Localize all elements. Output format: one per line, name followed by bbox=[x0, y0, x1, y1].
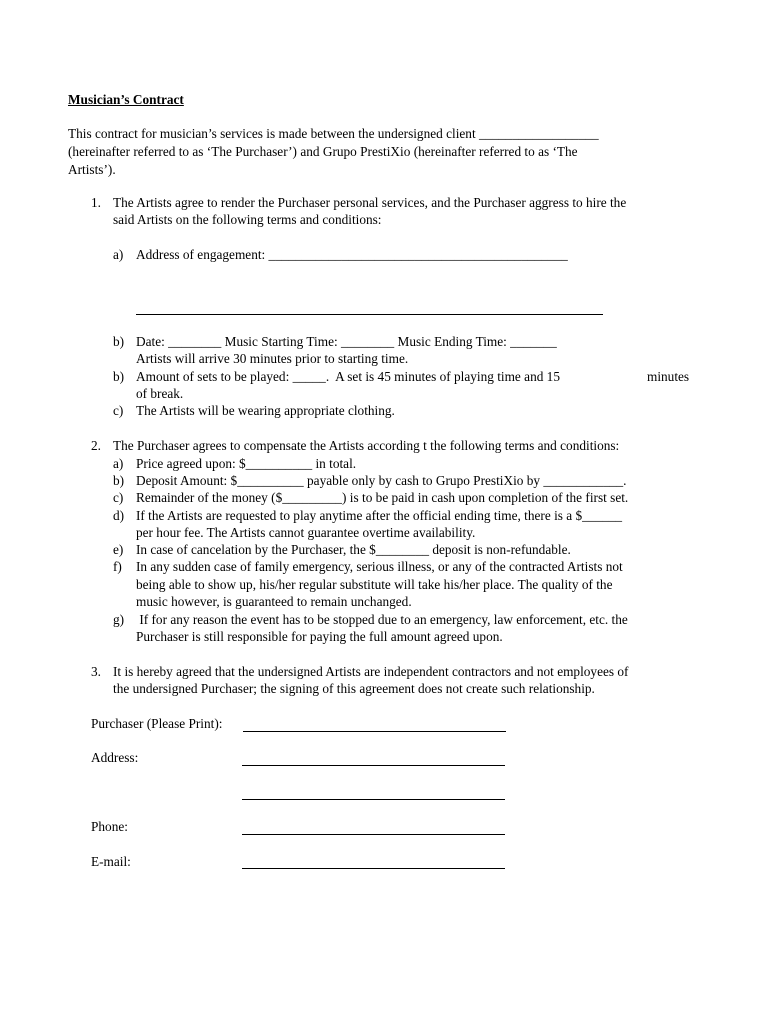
item-2f-line-3: music however, is guaranteed to remain unchanged. bbox=[136, 594, 412, 609]
item-2b-text: Deposit Amount: $__________ payable only by cash to Grupo PrestiXio by ____________. bbox=[136, 473, 627, 488]
item-1b-continued: Artists will arrive 30 minutes prior to starting time. bbox=[136, 351, 409, 366]
item-1a-label: a) bbox=[113, 247, 124, 262]
item-2d-label: d) bbox=[113, 508, 125, 523]
item-1b2-continued: of break. bbox=[136, 386, 184, 401]
address-line-1 bbox=[242, 765, 505, 766]
address-line-2 bbox=[242, 799, 505, 800]
phone-line bbox=[242, 834, 505, 835]
section-1-line-1: The Artists agree to render the Purchaser personal services, and the Purchaser aggress to hire the bbox=[113, 195, 627, 210]
item-2a-label: a) bbox=[113, 456, 124, 471]
intro-line-2: (hereinafter referred to as ‘The Purchaser’) and Grupo PrestiXio (hereinafter referred to as ‘The bbox=[68, 144, 578, 159]
item-1b-label: b) bbox=[113, 334, 125, 349]
item-1b2-text: Amount of sets to be played: _____. A set is 45 minutes of playing time and 15 bbox=[136, 369, 560, 384]
item-2e-text: In case of cancelation by the Purchaser, the $________ deposit is non-refundable. bbox=[136, 542, 571, 557]
section-1-number: 1. bbox=[91, 195, 101, 210]
item-2e-label: e) bbox=[113, 542, 124, 557]
section-3-number: 3. bbox=[91, 664, 101, 679]
section-2-line-1: The Purchaser agrees to compensate the Artists according t the following terms and conditions: bbox=[113, 438, 620, 453]
item-2d-continued: per hour fee. The Artists cannot guarantee overtime availability. bbox=[136, 525, 476, 540]
item-1b2-minutes: minutes bbox=[647, 369, 690, 384]
item-2d-text: If the Artists are requested to play anytime after the official ending time, there is a $______ bbox=[136, 508, 623, 523]
item-2g-label: g) bbox=[113, 612, 125, 627]
item-1c-text: The Artists will be wearing appropriate clothing. bbox=[136, 403, 395, 418]
email-label: E-mail: bbox=[91, 854, 131, 869]
item-2f-line-1: In any sudden case of family emergency, serious illness, or any of the contracted Artists not bbox=[136, 559, 623, 574]
item-2f-line-2: being able to show up, his/her regular substitute will take his/her place. The quality of the bbox=[136, 577, 613, 592]
address-label: Address: bbox=[91, 750, 139, 765]
intro-line-1: This contract for musician’s services is made between the undersigned client __________________ bbox=[68, 126, 599, 141]
section-1-line-2: said Artists on the following terms and conditions: bbox=[113, 212, 382, 227]
item-2g-line-1: If for any reason the event has to be stopped due to an emergency, law enforcement, etc. the bbox=[136, 612, 628, 627]
item-1b-text: Date: ________ Music Starting Time: ________ Music Ending Time: _______ bbox=[136, 334, 557, 349]
item-2b-label: b) bbox=[113, 473, 125, 488]
purchaser-label: Purchaser (Please Print): bbox=[91, 716, 223, 731]
section-3-line-1: It is hereby agreed that the undersigned Artists are independent contractors and not employees of bbox=[113, 664, 629, 679]
item-2g-line-2: Purchaser is still responsible for paying the full amount agreed upon. bbox=[136, 629, 503, 644]
address-engagement-line-2 bbox=[136, 314, 603, 315]
email-line bbox=[242, 868, 505, 869]
item-1a-text: Address of engagement: _____________________________________________ bbox=[136, 247, 568, 262]
purchaser-name-line bbox=[243, 731, 506, 732]
item-2a-text: Price agreed upon: $__________ in total. bbox=[136, 456, 357, 471]
intro-line-3: Artists’). bbox=[68, 162, 116, 177]
item-1c-label: c) bbox=[113, 403, 124, 418]
phone-label: Phone: bbox=[91, 819, 128, 834]
item-1b2-label: b) bbox=[113, 369, 125, 384]
section-3-line-2: the undersigned Purchaser; the signing of this agreement does not create such relationship. bbox=[113, 681, 595, 696]
item-2f-label: f) bbox=[113, 559, 122, 574]
section-2-number: 2. bbox=[91, 438, 101, 453]
page-title: Musician’s Contract bbox=[68, 92, 184, 107]
item-2c-label: c) bbox=[113, 490, 124, 505]
item-2c-text: Remainder of the money ($_________) is to be paid in cash upon completion of the first set. bbox=[136, 490, 629, 505]
